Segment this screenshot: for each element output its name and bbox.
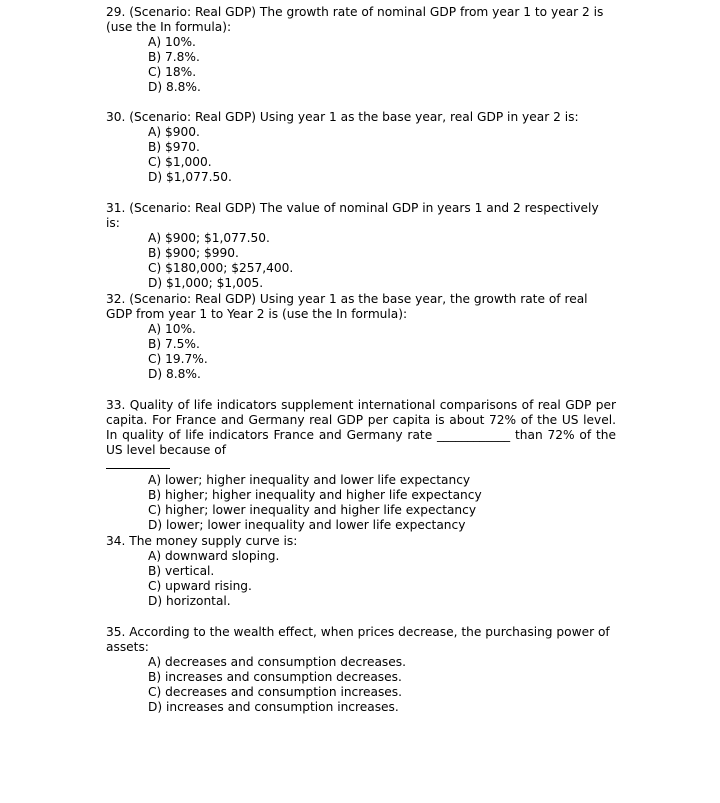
- answer-options: [106, 231, 616, 291]
- answer-blank-line: [106, 458, 170, 469]
- option-c: C) higher; lower inequality and higher life expectancy: [148, 503, 477, 517]
- option-a: A) decreases and consumption decreases.: [148, 655, 406, 669]
- question-33: [106, 398, 616, 533]
- question-34: [106, 534, 616, 609]
- option-d: D) increases and consumption increases.: [148, 700, 399, 714]
- option-c: C) $1,000.: [148, 155, 212, 169]
- question-stem: 30. (Scenario: Real GDP) Using year 1 as the base year, real GDP in year 2 is:: [106, 110, 579, 124]
- option-b: B) higher; higher inequality and higher life expectancy: [148, 488, 482, 502]
- option-b: B) vertical.: [148, 564, 215, 578]
- option-b: B) increases and consumption decreases.: [148, 670, 402, 684]
- answer-options: [106, 549, 616, 609]
- option-c: C) upward rising.: [148, 579, 252, 593]
- answer-options: [106, 473, 616, 533]
- option-a: A) 10%.: [148, 35, 196, 49]
- option-c: C) $180,000; $257,400.: [148, 261, 294, 275]
- option-c: C) 19.7%.: [148, 352, 208, 366]
- answer-options: [106, 35, 616, 95]
- question-35: [106, 625, 616, 715]
- question-stem: 33. Quality of life indicators supplement international comparisons of real GDP per capita. For France and Germany real GDP per capita is about 72% of the US level. In quality of life indicators France and Germany rate ____________ than 72% of the US level because of: [106, 398, 616, 457]
- answer-options: [106, 655, 616, 715]
- option-a: A) 10%.: [148, 322, 196, 336]
- question-29: [106, 5, 616, 95]
- option-b: B) 7.5%.: [148, 337, 200, 351]
- option-b: B) $900; $990.: [148, 246, 239, 260]
- answer-options: [106, 125, 616, 185]
- option-b: B) $970.: [148, 140, 200, 154]
- question-stem: 35. According to the wealth effect, when prices decrease, the purchasing power of assets:: [106, 625, 610, 654]
- option-d: D) lower; lower inequality and lower life expectancy: [148, 518, 466, 532]
- question-stem: 32. (Scenario: Real GDP) Using year 1 as the base year, the growth rate of real GDP from year 1 to Year 2 is (use the In formula):: [106, 292, 588, 321]
- option-d: D) $1,000; $1,005.: [148, 276, 264, 290]
- option-d: D) 8.8%.: [148, 367, 201, 381]
- option-d: D) 8.8%.: [148, 80, 201, 94]
- option-a: A) $900; $1,077.50.: [148, 231, 270, 245]
- option-d: D) horizontal.: [148, 594, 231, 608]
- question-30: [106, 110, 616, 185]
- option-b: B) 7.8%.: [148, 50, 200, 64]
- option-a: A) $900.: [148, 125, 200, 139]
- question-stem: 34. The money supply curve is:: [106, 534, 298, 548]
- option-c: C) 18%.: [148, 65, 197, 79]
- option-a: A) lower; higher inequality and lower life expectancy: [148, 473, 471, 487]
- question-stem: 29. (Scenario: Real GDP) The growth rate of nominal GDP from year 1 to year 2 is (use the In formula):: [106, 5, 604, 34]
- option-a: A) downward sloping.: [148, 549, 280, 563]
- question-stem: 31. (Scenario: Real GDP) The value of nominal GDP in years 1 and 2 respectively is:: [106, 201, 599, 230]
- option-d: D) $1,077.50.: [148, 170, 232, 184]
- question-31: [106, 201, 616, 291]
- question-32: [106, 292, 616, 382]
- answer-options: [106, 322, 616, 382]
- option-c: C) decreases and consumption increases.: [148, 685, 403, 699]
